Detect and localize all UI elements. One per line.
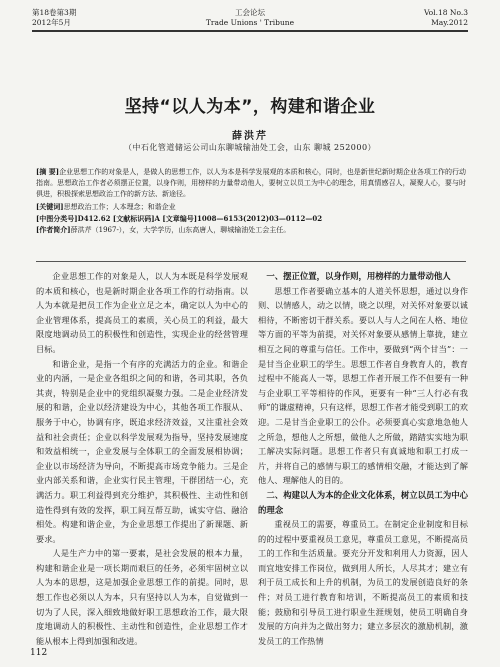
header-journal-block xyxy=(32,8,468,28)
author-bio-line xyxy=(36,224,466,236)
article-affiliation: （中石化管道储运公司山东聊城输油处工会，山东 聊城 252000） xyxy=(123,143,377,152)
header-journal-en: Trade Unions ' Tribune xyxy=(205,18,295,27)
header-volume-block xyxy=(424,8,468,28)
body-paragraph: 思想工作者要确立基本的人道关怀思想，通过以身作则、以情感人，动之以情，晓之以理，对关怀对象要以诚相待，不断密切干群关系。要以人与人之间在人格、地位等方面的平等为前提，对关怀对象要从感情上靠拢，建立相互之间的尊重与信任。工作中，要做到“两个甘当”：一是甘当企业职工的学生。思想工作者自身教育人的，教育过程中不能高人一等，思想工作者开展工作不但要有一种与企业职工平等相待的作风，更要有一种“三人行必有我师”的谦虚精神，只有这样，思想工作者才能受到职工的欢迎。二是甘当企业职工的公仆。必须要真心实意地急他人之所急，想他人之所想，做他人之所做，踏踏实实地为职工解决实际问题。思想工作者只有真诚地和职工打成一片，并将自己的感情与职工的感情相交融，才能达到了解他人、理解他人的目的。 xyxy=(258,285,468,486)
running-header xyxy=(32,8,468,30)
body-paragraph: 重视员工的需要，尊重员工。在制定企业制度和目标的的过程中要重视员工意见，尊重员工意见，不断提高员工的工作和生活质量。要充分开发和利用人力资源，因人而宜地安排工作岗位，做到用人所长，人尽其才；建立有利于员工成长和上升的机制，为员工的发展创造良好的条件；对员工进行教育和培训，不断提高员工的素质和技能；鼓励和引导员工进行职业生涯规划，使员工明确自身发展的方向并为之做出努力；建立多层次的激励机制，激发员工的工作热情 xyxy=(258,519,468,646)
header-journal-cn: 工会论坛 xyxy=(235,8,265,17)
abstract-label: [摘 要] xyxy=(36,167,60,176)
header-rule xyxy=(32,30,468,32)
keywords-line xyxy=(36,201,466,213)
header-date-cn: 2012年5月 xyxy=(32,18,71,27)
classification-line: [中图分类号]D412.62 [文献标识码]A [文章编号]1008—6153(2012)03—0112—02 xyxy=(36,213,323,223)
page-number: 112 xyxy=(30,648,48,658)
keywords-label: [关键词] xyxy=(36,201,64,211)
body-column-left xyxy=(36,269,248,648)
abstract-paragraph xyxy=(36,166,466,201)
body-column-right xyxy=(258,269,468,648)
section-heading-2: 二、构建以人为本的企业文化体系，树立以员工为中心的理念 xyxy=(258,489,468,515)
article-author: 薛洪芹 xyxy=(232,131,268,142)
body-paragraph: 企业思想工作的对象是人，以人为本既是科学发展观的本质和核心，也是新时期企业各项工作的行动指南。以人为本就是把员工作为企业立足之本，确定以人为中心的企业管理体系，提高员工的素质，关心员工的利益，最大限度地调动员工的积极性和创造性，实现企业的经营管理目标。 xyxy=(36,271,248,354)
abstract-text: 企业思想工作的对象是人，是做人的思想工作，以人为本是科学发展观的本质和核心，同时，也是新世纪新时期企业各项工作的行动指南。思想政治工作者必须摆正位置，以身作则，用榜样的力量带动他人，要树立以员工为中心的理念，用真情感召人，凝聚人心，要与时俱进，积极探索思想政治工作的新方法、新途径。 xyxy=(36,168,467,199)
body-paragraph: 人是生产力中的第一要素，是社会发展的根本力量，构建和谐企业是一项长期而艰巨的任务，必须牢固树立以人为本的思想，这是加强企业思想工作的前提。同时，思想工作也必须以人为本，只有坚持以人为本，自觉做到一切为了人民，深入细致地做好职工思想政治工作，最大限度地调动人的积极性、主动性和创造性，企业思想工作才能从根本上得到加强和改进。 xyxy=(36,548,248,646)
section-heading-1: 一、摆正位置，以身作则，用榜样的力量带动他人 xyxy=(266,271,451,281)
article-title: 坚持“以人为本”，构建和谐企业 xyxy=(124,97,376,117)
author-bio-text: 薛洪芹（1967-），女，大学学历，山东高唐人，聊城输油处工会主任。 xyxy=(70,226,291,235)
abstract-block xyxy=(36,166,466,236)
body-paragraph: 和谐企业，是指一个有序的充满活力的企业。和谐企业的内涵，一是企业各组织之间的和谐，各司其职，各负其责，特别是企业中的党组织凝聚力强。二是企业经济发展的和谐，企业以经济建设为中心，其他各项工作服从、服务于中心，协调有序，既追求经济效益，又注重社会效益和社会责任；企业以科学发展观为指导，坚持发展速度和效益相统一，企业发展与全体职工的全面发展相协调；企业以市场经济为导向，不断提高市场竞争能力。三是企业内部关系和谐，企业实行民主管理，干群团结一心，充满活力。职工利益得到充分维护，其积极性、主动性和创造性得到有效的发挥，职工间互帮互助，诚实守信、融洽相处。构建和谐企业，为企业思想工作提出了新课题、新要求。 xyxy=(36,358,248,544)
header-issue: 第18卷第3期 xyxy=(32,8,77,17)
abstract-rule xyxy=(36,261,466,262)
keywords-text: 思想政治工作；人本理念；和谐企业 xyxy=(63,202,176,211)
header-date-en: May.2012 xyxy=(431,18,468,27)
author-bio-label: [作者简介] xyxy=(36,225,71,235)
header-vol: Vol.18 No.3 xyxy=(423,8,468,17)
